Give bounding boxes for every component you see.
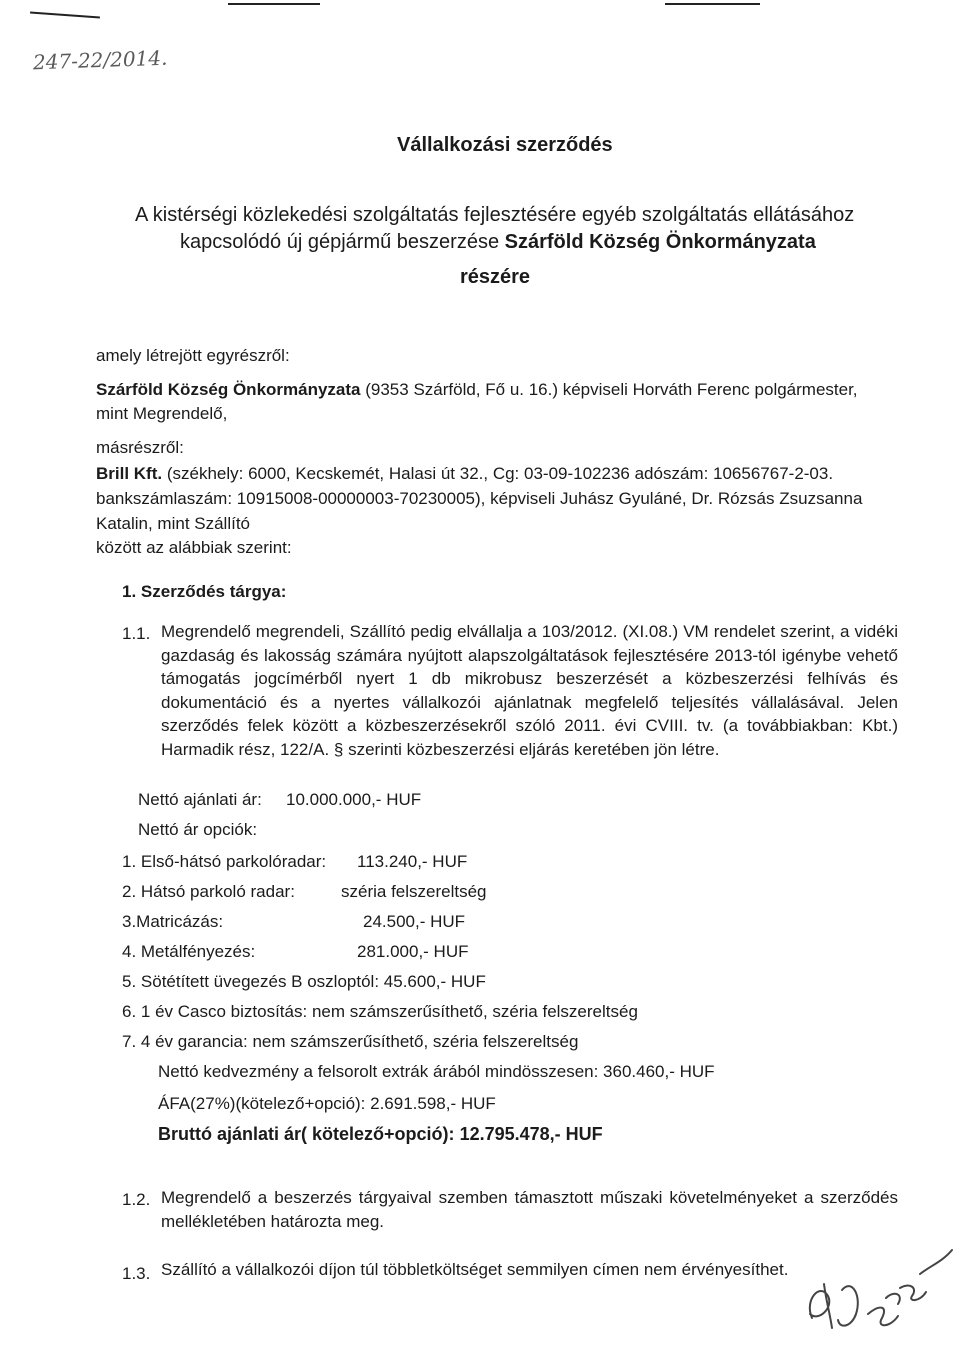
section-1-2-number: 1.2.	[122, 1190, 151, 1209]
party2-line-1	[96, 464, 833, 484]
party1-name: Szárföld Község Önkormányzata	[96, 380, 361, 399]
option-6	[122, 1002, 638, 1022]
party1-role: mint Megrendelő,	[96, 404, 228, 423]
option-1-value: 113.240,- HUF	[357, 852, 468, 871]
gross-price-label: Bruttó ajánlati ár( kötelező+opció):	[158, 1124, 455, 1144]
party1-details: (9353 Szárföld, Fő u. 16.) képviseli Horváth Ferenc polgármester,	[360, 380, 858, 399]
option-3-value: 24.500,- HUF	[363, 912, 466, 931]
section-1-heading: 1. Szerződés tárgya:	[122, 582, 287, 601]
options-label: Nettó ár opciók:	[138, 820, 258, 839]
party2-name: Brill Kft.	[96, 464, 163, 483]
party2-details: (székhely: 6000, Kecskemét, Halasi út 32., Cg: 03-09-102236 adószám: 10656767-2-03.	[162, 464, 834, 483]
section-1-1-text: Megrendelő megrendeli, Szállító pedig elvállalja a 103/2012. (XI.08.) VM rendelet szerint, a vidéki gazdaság és lakosság számára nyújtott alapszolgáltatások fejlesztésére 2013-tól igénybe vehető támogatás jogcímérből nyert 1 db mikrobusz beszerzését a közbeszerzési felhívás és dokumentáció és a nyertes vállalkozói ajánlatnak megfelelő teljesítés vállalásával. Jelen szerződés felek között a közbeszerzésekről szóló 2011. évi CVIII. tv. (a továbbiakban: Kbt.) Harmadik rész, 122/A. § szerinti közbeszerzési eljárás keretében jön létre.	[161, 622, 898, 759]
section-1-3-number: 1.3.	[122, 1264, 151, 1283]
option-7	[122, 1032, 578, 1052]
option-4-label: 4. Metálfényezés:	[122, 942, 256, 961]
option-6-label: 6. 1 év Casco biztosítás:	[122, 1002, 308, 1021]
section-1-2-text: Megrendelő a beszerzés tárgyaival szemben támasztott műszaki követelményeket a szerződés mellékletében határozta meg.	[161, 1188, 898, 1231]
parties-closing: között az alábbiak szerint:	[96, 538, 292, 557]
party2-line-3: Katalin, mint Szállító	[96, 514, 251, 533]
net-discount: Nettó kedvezmény a felsorolt extrák árából mindösszesen: 360.460,- HUF	[158, 1062, 715, 1081]
net-price-value: 10.000.000,- HUF	[286, 790, 422, 809]
subtitle-line-3: részére	[460, 266, 531, 288]
subtitle-line-1: A kistérségi közlekedési szolgáltatás fejlesztésére egyéb szolgáltatás ellátásához	[135, 204, 855, 226]
scan-line-right	[665, 3, 760, 5]
option-3-label: 3.Matricázás:	[122, 912, 224, 931]
option-7-value: nem számszerűsíthető, széria felszereltség	[252, 1032, 579, 1051]
party2-line-2: bankszámlaszám: 10915008-00000003-70230005), képviseli Juhász Gyuláné, Dr. Rózsás Zsuzsanna	[96, 489, 863, 508]
subtitle-municipality: Szárföld Község Önkormányzata	[504, 231, 816, 253]
subtitle-line-2-text: kapcsolódó új gépjármű beszerzése	[180, 231, 505, 253]
parties-intro: amely létrejött egyrészről:	[96, 346, 290, 365]
gross-price-value: 12.795.478,- HUF	[459, 1124, 603, 1144]
scan-line-mid	[228, 3, 320, 5]
gross-price	[158, 1124, 603, 1145]
option-7-label: 7. 4 év garancia:	[122, 1032, 248, 1051]
document-title: Vállalkozási szerződés	[397, 134, 613, 156]
option-5-value: 45.600,- HUF	[383, 972, 486, 991]
subtitle-line-2	[180, 231, 816, 254]
option-6-value: nem számszerűsíthető, széria felszereltség	[311, 1002, 638, 1021]
signature-initials-2	[860, 1244, 960, 1334]
handwritten-reference: 247-22/2014.	[32, 45, 168, 75]
party1-line	[96, 380, 858, 400]
vat-amount: ÁFA(27%)(kötelező+opció): 2.691.598,- HUF	[158, 1094, 496, 1113]
section-1-3-text: Szállító a vállalkozói díjon túl többletköltséget semmilyen címen nem érvényesíthet.	[161, 1260, 789, 1279]
option-4-value: 281.000,- HUF	[357, 942, 469, 961]
net-price-label: Nettó ajánlati ár:	[138, 790, 262, 809]
option-5-label: 5. Sötétített üvegezés B oszloptól:	[122, 972, 380, 991]
option-2-value: széria felszereltség	[341, 882, 487, 901]
option-2-label: 2. Hátsó parkoló radar:	[122, 882, 295, 901]
scan-line-left	[30, 12, 100, 19]
option-5	[122, 972, 486, 992]
section-1-1-number: 1.1.	[122, 624, 151, 643]
option-1-label: 1. Első-hátsó parkolóradar:	[122, 852, 327, 871]
other-party-intro: másrészről:	[96, 438, 184, 457]
